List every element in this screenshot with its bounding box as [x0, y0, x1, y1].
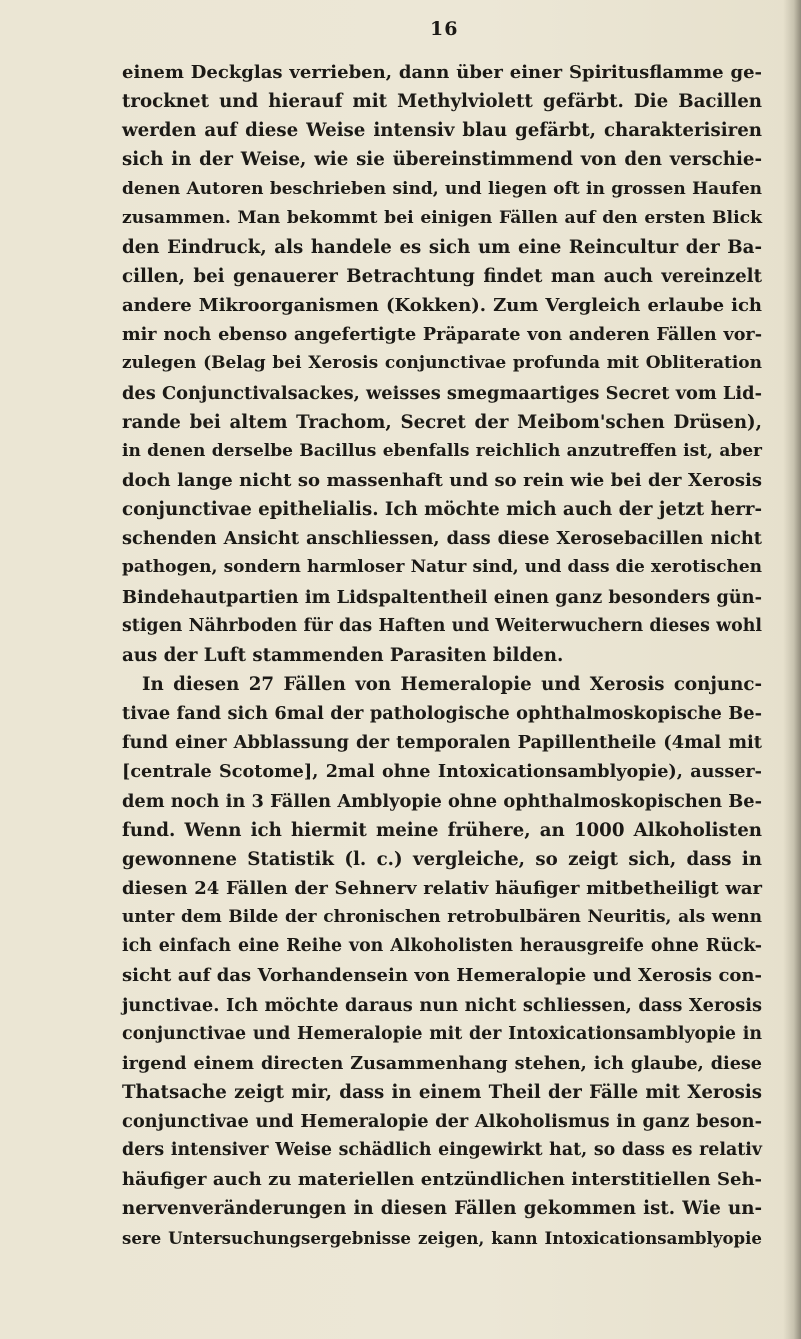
text-line: stigen Nährboden für das Haften und Weiterwuchern dieses wohl [122, 615, 762, 636]
text-line: diesen 24 Fällen der Sehnerv relativ häufiger mitbetheiligt war [122, 877, 762, 899]
text-line: rande bei altem Trachom, Secret der Meibom'schen Drüsen), [122, 411, 762, 433]
text-line: sere Untersuchungsergebnisse zeigen, kann Intoxicationsamblyopie [122, 1227, 762, 1248]
text-line: junctivae. Ich möchte daraus nun nicht schliessen, dass Xerosis [122, 994, 762, 1016]
text-line: conjunctivae epithelialis. Ich möchte mich auch der jetzt herr- [122, 499, 762, 521]
text-line: unter dem Bilde der chronischen retrobulbären Neuritis, als wenn [122, 907, 762, 928]
text-line: des Conjunctivalsackes, weisses smegmaartiges Secret vom Lid- [122, 382, 762, 404]
text-line: den Eindruck, als handele es sich um eine Reincultur der Ba- [122, 236, 762, 258]
text-line: [centrale Scotome], 2mal ohne Intoxicationsamblyopie), ausser- [122, 761, 762, 783]
text-line: trocknet und hierauf mit Methylviolett gefärbt. Die Bacillen [122, 91, 762, 113]
text-line: ders intensiver Weise schädlich eingewirkt hat, so dass es relativ [122, 1140, 762, 1161]
text-line: denen Autoren beschrieben sind, und liegen oft in grossen Haufen [122, 178, 762, 199]
text-line: ich einfach eine Reihe von Alkoholisten herausgreife ohne Rück- [122, 936, 762, 957]
text-line: zulegen (Belag bei Xerosis conjunctivae profunda mit Obliteration [122, 353, 762, 374]
text-line: mir noch ebenso angefertigte Präparate von anderen Fällen vor- [122, 324, 762, 346]
text-line: in denen derselbe Bacillus ebenfalls reichlich anzutreffen ist, aber [122, 440, 762, 461]
text-line: doch lange nicht so massenhaft und so rein wie bei der Xerosis [122, 469, 762, 491]
text-line: dem noch in 3 Fällen Amblyopie ohne ophthalmoskopischen Be- [122, 790, 762, 812]
text-line: cillen, bei genauerer Betrachtung findet man auch vereinzelt [122, 265, 762, 287]
text-line: andere Mikroorganismen (Kokken). Zum Vergleich erlaube ich [122, 295, 762, 317]
text-line: aus der Luft stammenden Parasiten bilden. [122, 644, 564, 666]
text-line: conjunctivae und Hemeralopie mit der Intoxicationsamblyopie in [122, 1023, 762, 1044]
page-number: 16 [430, 18, 459, 40]
text-line: Bindehautpartien im Lidspaltentheil einen ganz besonders gün- [122, 586, 762, 608]
text-line: conjunctivae und Hemeralopie der Alkoholismus in ganz beson- [122, 1111, 762, 1133]
text-line: fund einer Abblassung der temporalen Papillentheile (4mal mit [122, 732, 762, 754]
text-line: häufiger auch zu materiellen entzündlichen interstitiellen Seh- [122, 1169, 762, 1191]
text-line: sicht auf das Vorhandensein von Hemeralopie und Xerosis con- [122, 965, 762, 987]
text-line: irgend einem directen Zusammenhang stehen, ich glaube, diese [122, 1052, 762, 1074]
body-text [122, 58, 762, 1253]
text-line: schenden Ansicht anschliessen, dass diese Xerosebacillen nicht [122, 528, 762, 550]
text-line: pathogen, sondern harmloser Natur sind, und dass die xerotischen [122, 557, 762, 578]
text-line: Thatsache zeigt mir, dass in einem Theil der Fälle mit Xerosis [122, 1081, 762, 1103]
text-line: gewonnene Statistik (l. c.) vergleiche, so zeigt sich, dass in [122, 848, 762, 870]
text-line: einem Deckglas verrieben, dann über einer Spiritusflamme ge- [122, 62, 762, 83]
text-line: fund. Wenn ich hiermit meine frühere, an 1000 Alkoholisten [122, 819, 762, 841]
text-line: sich in der Weise, wie sie übereinstimmend von den verschie- [122, 149, 762, 171]
text-line: nervenveränderungen in diesen Fällen gekommen ist. Wie un- [122, 1198, 762, 1220]
text-line: In diesen 27 Fällen von Hemeralopie und Xerosis conjunc- [142, 673, 762, 695]
text-line: zusammen. Man bekommt bei einigen Fällen auf den ersten Blick [122, 207, 762, 228]
text-line: tivae fand sich 6mal der pathologische ophthalmoskopische Be- [122, 703, 762, 725]
page-edge-shadow [783, 0, 801, 1339]
text-line: werden auf diese Weise intensiv blau gefärbt, charakterisiren [122, 120, 762, 142]
